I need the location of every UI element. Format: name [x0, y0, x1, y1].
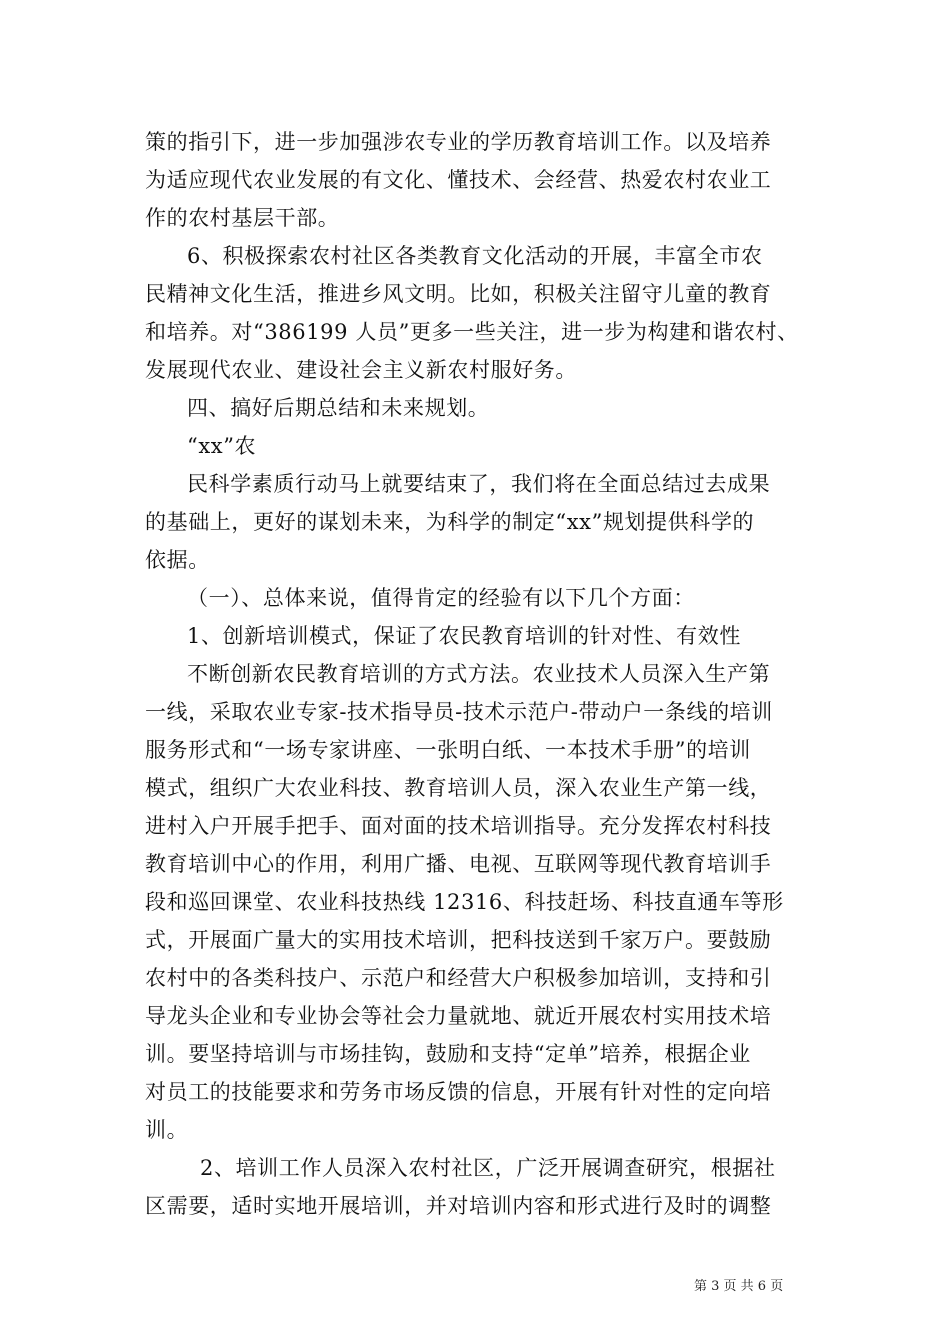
- text-line: 式，开展面广量大的实用技术培训，把科技送到千家万户。要鼓励: [145, 928, 772, 952]
- text-line: 服务形式和“一场专家讲座、一张明白纸、一本技术手册”的培训: [145, 738, 751, 762]
- text-line: 6、积极探索农村社区各类教育文化活动的开展，丰富全市农: [187, 244, 763, 268]
- text-line: 和培养。对“386199 人员”更多一些关注，进一步为构建和谐农村、: [145, 320, 799, 344]
- text-line: 民科学素质行动马上就要结束了，我们将在全面总结过去成果: [187, 472, 771, 496]
- text-line: （一）、总体来说，值得肯定的经验有以下几个方面：: [187, 586, 695, 610]
- text-line: 2、培训工作人员深入农村社区，广泛开展调查研究，根据社: [200, 1156, 776, 1180]
- text-line: 段和巡回课堂、农业科技热线 12316、科技赶场、科技直通车等形: [145, 890, 784, 914]
- text-line: 农村中的各类科技户、示范户和经营大户积极参加培训，支持和引: [145, 966, 772, 990]
- text-line: 发展现代农业、建设社会主义新农村服好务。: [145, 358, 577, 382]
- text-line: 对员工的技能要求和劳务市场反馈的信息，开展有针对性的定向培: [145, 1080, 772, 1104]
- text-line: 1、创新培训模式，保证了农民教育培训的针对性、有效性: [187, 624, 741, 648]
- text-line: 作的农村基层干部。: [145, 206, 340, 230]
- text-line: 的基础上，更好的谋划未来，为科学的制定“xx”规划提供科学的: [145, 510, 755, 534]
- page-number-footer: 第 3 页 共 6 页: [694, 1279, 784, 1294]
- text-line: 训。要坚持培训与市场挂钩，鼓励和支持“定单”培养，根据企业: [145, 1042, 751, 1066]
- text-line: “xx”农: [187, 434, 257, 458]
- text-line: 依据。: [145, 548, 210, 572]
- text-line: 区需要，适时实地开展培训，并对培训内容和形式进行及时的调整: [145, 1194, 772, 1218]
- text-line: 策的指引下，进一步加强涉农专业的学历教育培训工作。以及培养: [145, 130, 772, 154]
- text-line: 一线，采取农业专家-技术指导员-技术示范户-带动户一条线的培训: [145, 700, 773, 724]
- text-line: 模式，组织广大农业科技、教育培训人员，深入农业生产第一线，: [145, 776, 772, 800]
- text-line: 民精神文化生活，推进乡风文明。比如，积极关注留守儿童的教育: [145, 282, 772, 306]
- text-line: 教育培训中心的作用，利用广播、电视、互联网等现代教育培训手: [145, 852, 772, 876]
- text-line: 进村入户开展手把手、面对面的技术培训指导。充分发挥农村科技: [145, 814, 772, 838]
- text-line: 导龙头企业和专业协会等社会力量就地、就近开展农村实用技术培: [145, 1004, 772, 1028]
- text-line: 四、搞好后期总结和未来规划。: [187, 396, 490, 420]
- text-line: 不断创新农民教育培训的方式方法。农业技术人员深入生产第: [187, 662, 771, 686]
- text-line: 训。: [145, 1118, 189, 1142]
- text-line: 为适应现代农业发展的有文化、懂技术、会经营、热爱农村农业工: [145, 168, 772, 192]
